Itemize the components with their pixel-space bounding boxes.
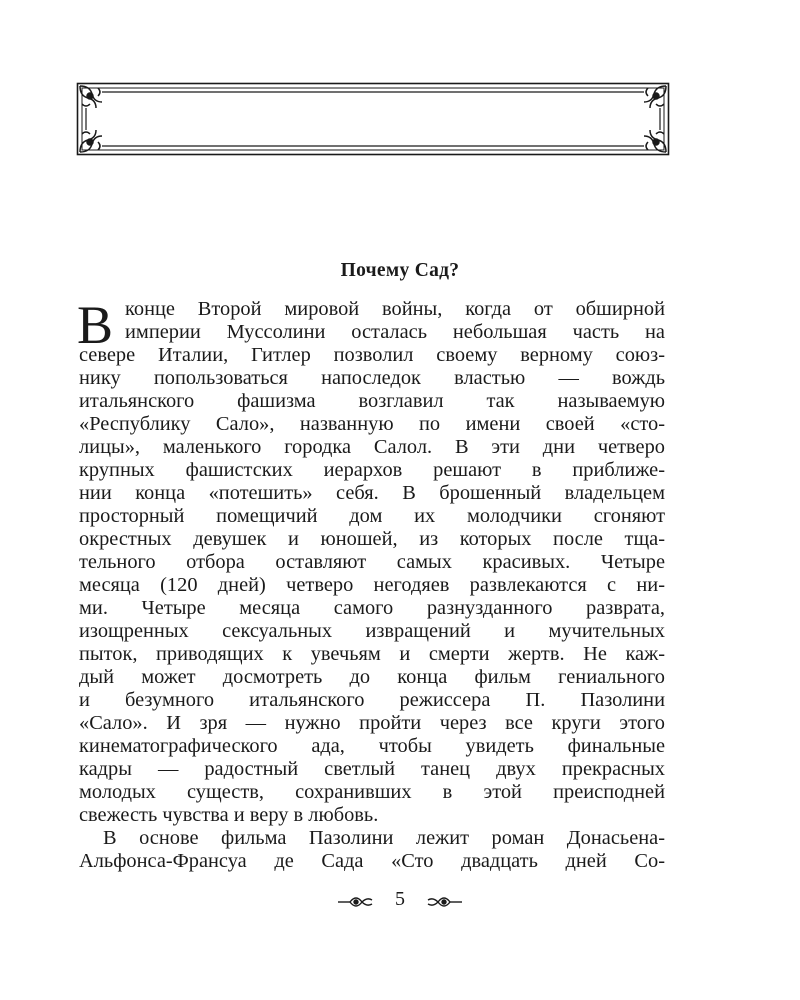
text-line: нии конца «потешить» себя. В брошенный владельцем — [79, 482, 665, 504]
text-line: итальянского фашизма возглавил так называемую — [79, 390, 665, 412]
chapter-text — [77, 295, 665, 873]
chapter-title: Почему Сад? — [340, 260, 460, 281]
page-footer — [0, 890, 800, 913]
page-number: 5 — [395, 888, 405, 910]
decorative-header-frame — [76, 82, 670, 156]
text-line: молодых существ, сохранивших в этой преисподней — [79, 781, 665, 803]
text-line: «Сало». И зря — нужно пройти через все круги этого — [79, 712, 665, 734]
text-line: севере Италии, Гитлер позволил своему верному союз- — [79, 344, 665, 366]
text-line: изощренных сексуальных извращений и мучительных — [79, 620, 665, 642]
text-line: Альфонса-Франсуа де Сада «Сто двадцать дней Со- — [79, 850, 665, 872]
text-line: тельного отбора оставляют самых красивых. Четыре — [79, 551, 665, 573]
drop-cap-letter: В — [77, 295, 114, 355]
text-line: нику попользоваться напоследок властью — вождь — [79, 367, 665, 389]
text-line: «Республику Сало», названную по имени своей «сто- — [79, 413, 665, 435]
text-line: пыток, приводящих к увечьям и смерти жертв. Не каж- — [79, 643, 665, 665]
text-line: кадры — радостный светлый танец двух прекрасных — [79, 758, 665, 780]
text-line: лицы», маленького городка Салол. В эти дни четверо — [79, 436, 665, 458]
text-line: и безумного итальянского режиссера П. Пазолини — [79, 689, 665, 711]
ornamental-frame-icon — [76, 82, 670, 156]
text-line: окрестных девушек и юношей, из которых после тща- — [79, 528, 665, 550]
text-line: свежесть чувства и веру в любовь. — [79, 804, 379, 826]
text-line: В основе фильма Пазолини лежит роман Донасьена- — [103, 827, 665, 849]
paragraph-1 — [77, 295, 665, 827]
right-fleuron-icon — [424, 893, 464, 911]
text-line: просторный помещичий дом их молодчики сгоняют — [79, 505, 665, 527]
text-line: конце Второй мировой войны, когда от обширной — [125, 298, 665, 320]
left-fleuron-icon — [336, 893, 376, 911]
text-line: кинематографического ада, чтобы увидеть финальные — [79, 735, 665, 757]
paragraph-2 — [79, 827, 665, 873]
text-line: ми. Четыре месяца самого разнузданного разврата, — [79, 597, 665, 619]
text-line: дый может досмотреть до конца фильм гениального — [79, 666, 665, 688]
text-line: империи Муссолини осталась небольшая часть на — [125, 321, 665, 343]
text-line: месяца (120 дней) четверо негодяев развлекаются с ни- — [79, 574, 665, 596]
text-line: крупных фашистских иерархов решают в приближе- — [79, 459, 665, 481]
